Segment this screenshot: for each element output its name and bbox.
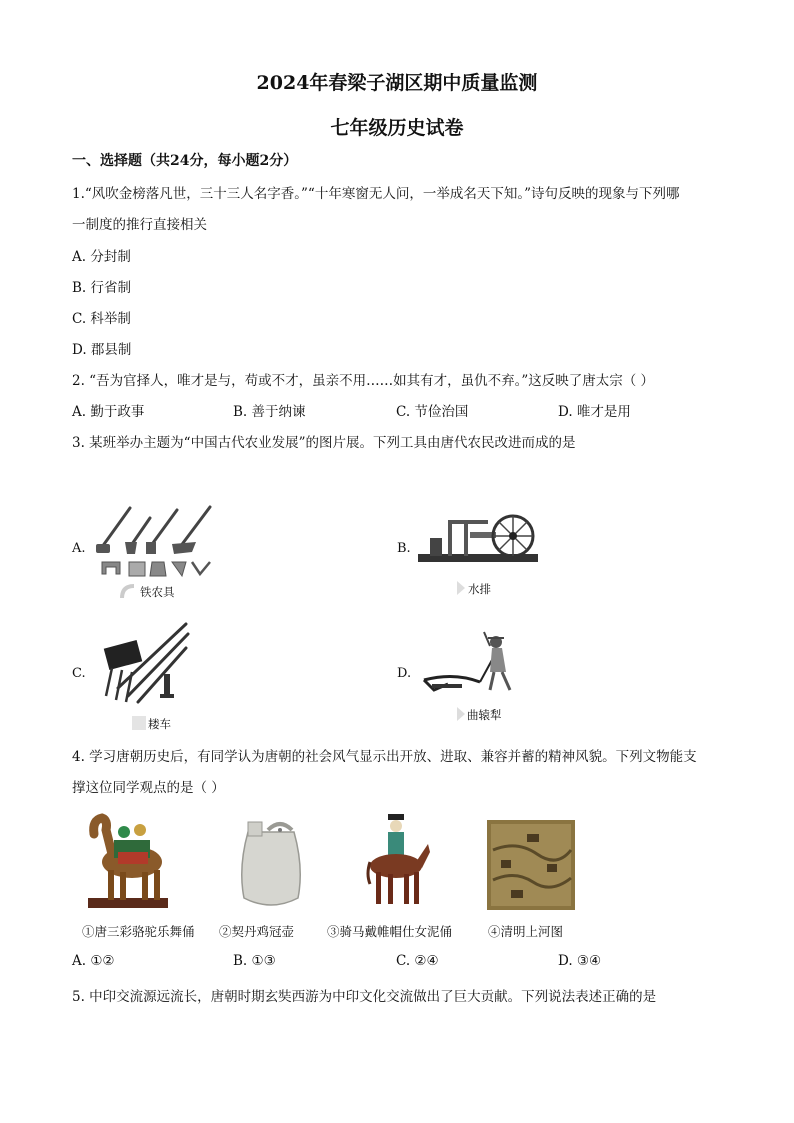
- q4-option-c[interactable]: C. ②④: [396, 953, 439, 969]
- caption-marker-icon: [456, 580, 466, 596]
- water-bellows-icon: [418, 510, 538, 564]
- page-subtitle: 七年级历史试卷: [330, 117, 464, 139]
- question-4-line-2: 撑这位同学观点的是（ ）: [72, 780, 225, 796]
- question-1-line-2: 一制度的推行直接相关: [72, 217, 207, 233]
- section-heading: 一、选择题（共24分，每小题2分）: [72, 153, 298, 169]
- relic-1-caption: ①唐三彩骆驼乐舞俑: [82, 924, 195, 939]
- q1-option-d[interactable]: D. 郡县制: [72, 342, 132, 358]
- question-1-line-1: 1.“风吹金榜落凡世，三十三人名字香。”“十年寒窗无人问，一举成名天下知。”诗句反映的现象与下列哪: [72, 186, 680, 202]
- iron-tools-icon: [92, 502, 216, 580]
- caption-marker-icon: [132, 716, 146, 730]
- q1-option-b[interactable]: B. 行省制: [72, 280, 132, 296]
- q3-option-b-caption: 水排: [468, 582, 491, 596]
- relic-2-caption: ②契丹鸡冠壶: [219, 924, 295, 939]
- question-4-line-1: 4. 学习唐朝历史后，有同学认为唐朝的社会风气显示出开放、进取、兼容并蓄的精神风貌。下列文物能支: [72, 749, 697, 765]
- q2-option-a[interactable]: A. 勤于政事: [72, 404, 145, 420]
- question-5: 5. 中印交流源远流长，唐朝时期玄奘西游为中印文化交流做出了巨大贡献。下列说法表述正确的是: [72, 989, 657, 1005]
- q3-option-c-letter[interactable]: C.: [72, 666, 86, 681]
- caption-marker-icon: [456, 706, 466, 722]
- q3-option-d-letter[interactable]: D.: [397, 666, 412, 681]
- q3-option-d-caption: 曲辕犁: [467, 708, 502, 722]
- q3-option-b-letter[interactable]: B.: [397, 541, 411, 556]
- q3-option-c-caption: 耧车: [148, 717, 171, 731]
- scroll-painting-icon: [487, 820, 575, 910]
- camel-figurine-icon: [88, 810, 168, 910]
- question-2: 2. “吾为官择人，唯才是与，苟或不才，虽亲不用……如其有才，虽仇不弃。”这反映了唐太宗（ ）: [72, 373, 655, 389]
- q2-option-b[interactable]: B. 善于纳谏: [233, 404, 306, 420]
- q4-option-a[interactable]: A. ①②: [72, 953, 115, 969]
- relic-4-caption: ④清明上河图: [488, 924, 564, 939]
- page-title: 2024年春梁子湖区期中质量监测: [256, 72, 538, 94]
- q2-option-c[interactable]: C. 节俭治国: [396, 404, 469, 420]
- question-3: 3. 某班举办主题为“中国古代农业发展”的图片展。下列工具由唐代农民改进而成的是: [72, 435, 576, 451]
- q2-option-d[interactable]: D. 唯才是用: [558, 404, 631, 420]
- relic-3-caption: ③骑马戴帷帽仕女泥俑: [327, 924, 453, 939]
- caption-marker-icon: [120, 584, 136, 600]
- q4-option-d[interactable]: D. ③④: [558, 953, 602, 969]
- q3-option-a-letter[interactable]: A.: [72, 541, 86, 556]
- q3-option-a-caption: 铁农具: [140, 585, 175, 599]
- q1-option-c[interactable]: C. 科举制: [72, 311, 131, 327]
- seed-drill-icon: [98, 618, 190, 706]
- q1-option-a[interactable]: A. 分封制: [72, 249, 131, 265]
- q4-option-b[interactable]: B. ①③: [233, 953, 276, 969]
- horse-rider-icon: [366, 814, 432, 910]
- curved-plough-icon: [424, 632, 518, 694]
- khitan-pot-icon: [234, 818, 308, 910]
